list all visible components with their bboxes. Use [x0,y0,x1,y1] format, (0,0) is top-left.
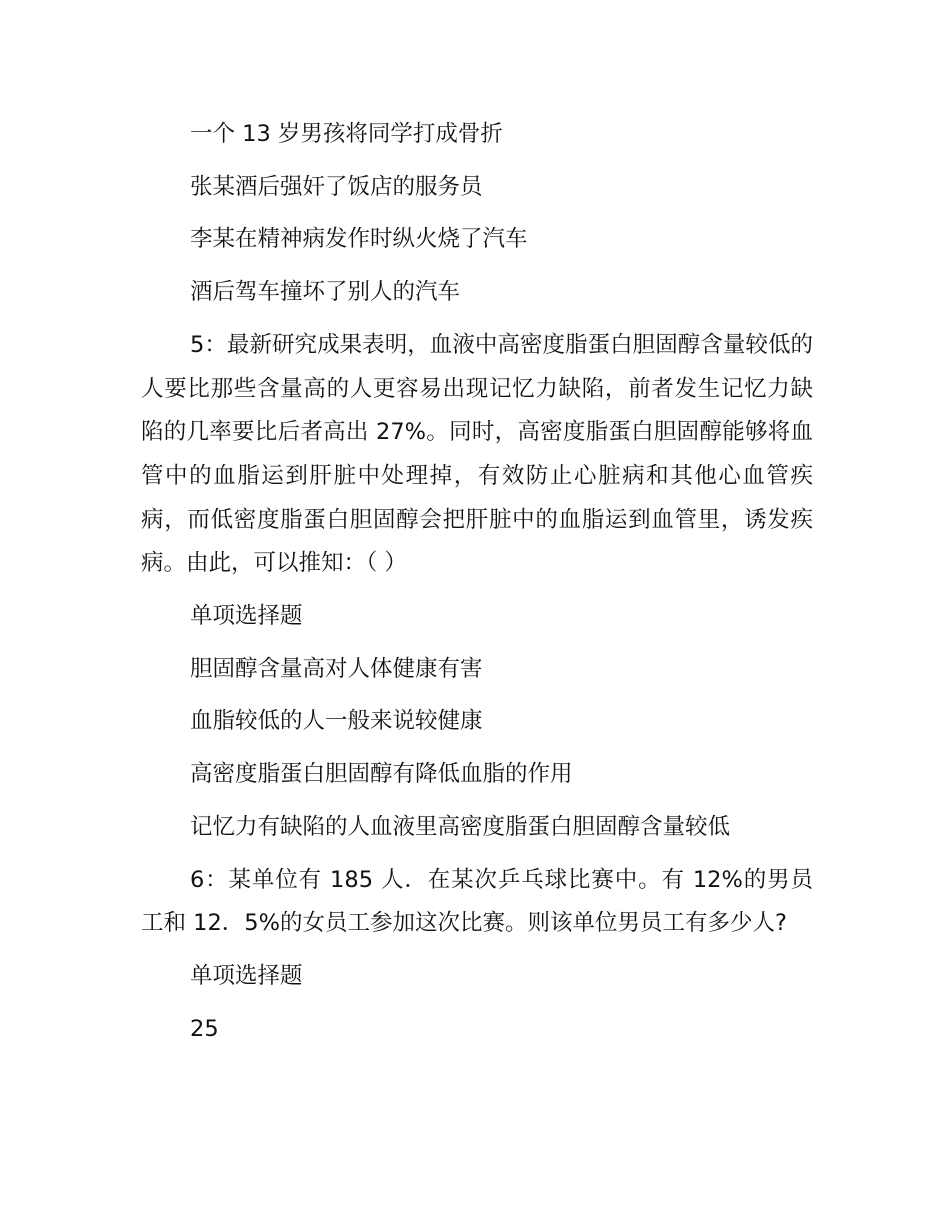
q5-option-a: 胆固醇含量高对人体健康有害 [190,655,483,682]
q4-option-c: 李某在精神病发作时纵火烧了汽车 [190,226,528,253]
q6-option-a: 25 [190,1015,219,1042]
q5-option-c: 高密度脂蛋白胆固醇有降低血脂的作用 [190,761,573,788]
q5-type: 单项选择题 [190,603,303,630]
q4-option-b: 张某酒后强奸了饭店的服务员 [190,173,483,200]
q5-option-d: 记忆力有缺陷的人血液里高密度脂蛋白胆固醇含量较低 [190,813,731,840]
document-body [141,113,813,1060]
q4-option-d: 酒后驾车撞坏了别人的汽车 [190,279,461,306]
q6-stem: 6：某单位有 185 人．在某次乒乓球比赛中。有 12%的男员工和 12．5%的女员工参加这次比赛。则该单位男员工有多少人? [141,866,813,937]
q5-option-b: 血脂较低的人一般来说较健康 [190,708,483,735]
q6-type: 单项选择题 [190,962,303,989]
q4-option-a: 一个 13 岁男孩将同学打成骨折 [190,121,503,147]
q5-stem: 5：最新研究成果表明，血液中高密度脂蛋白胆固醇含量较低的人要比那些含量高的人更容易出现记忆力缺陷，前者发生记忆力缺陷的几率要比后者高出 27%。同时，高密度脂蛋白胆固醇能够将血管中的血脂运到肝脏中处理掉，有效防止心脏病和其他心血管疾病，而低密度脂蛋白胆固醇会把肝脏中的血脂运到血管里，诱发疾病。由此，可以推知：（ ） [141,331,813,577]
